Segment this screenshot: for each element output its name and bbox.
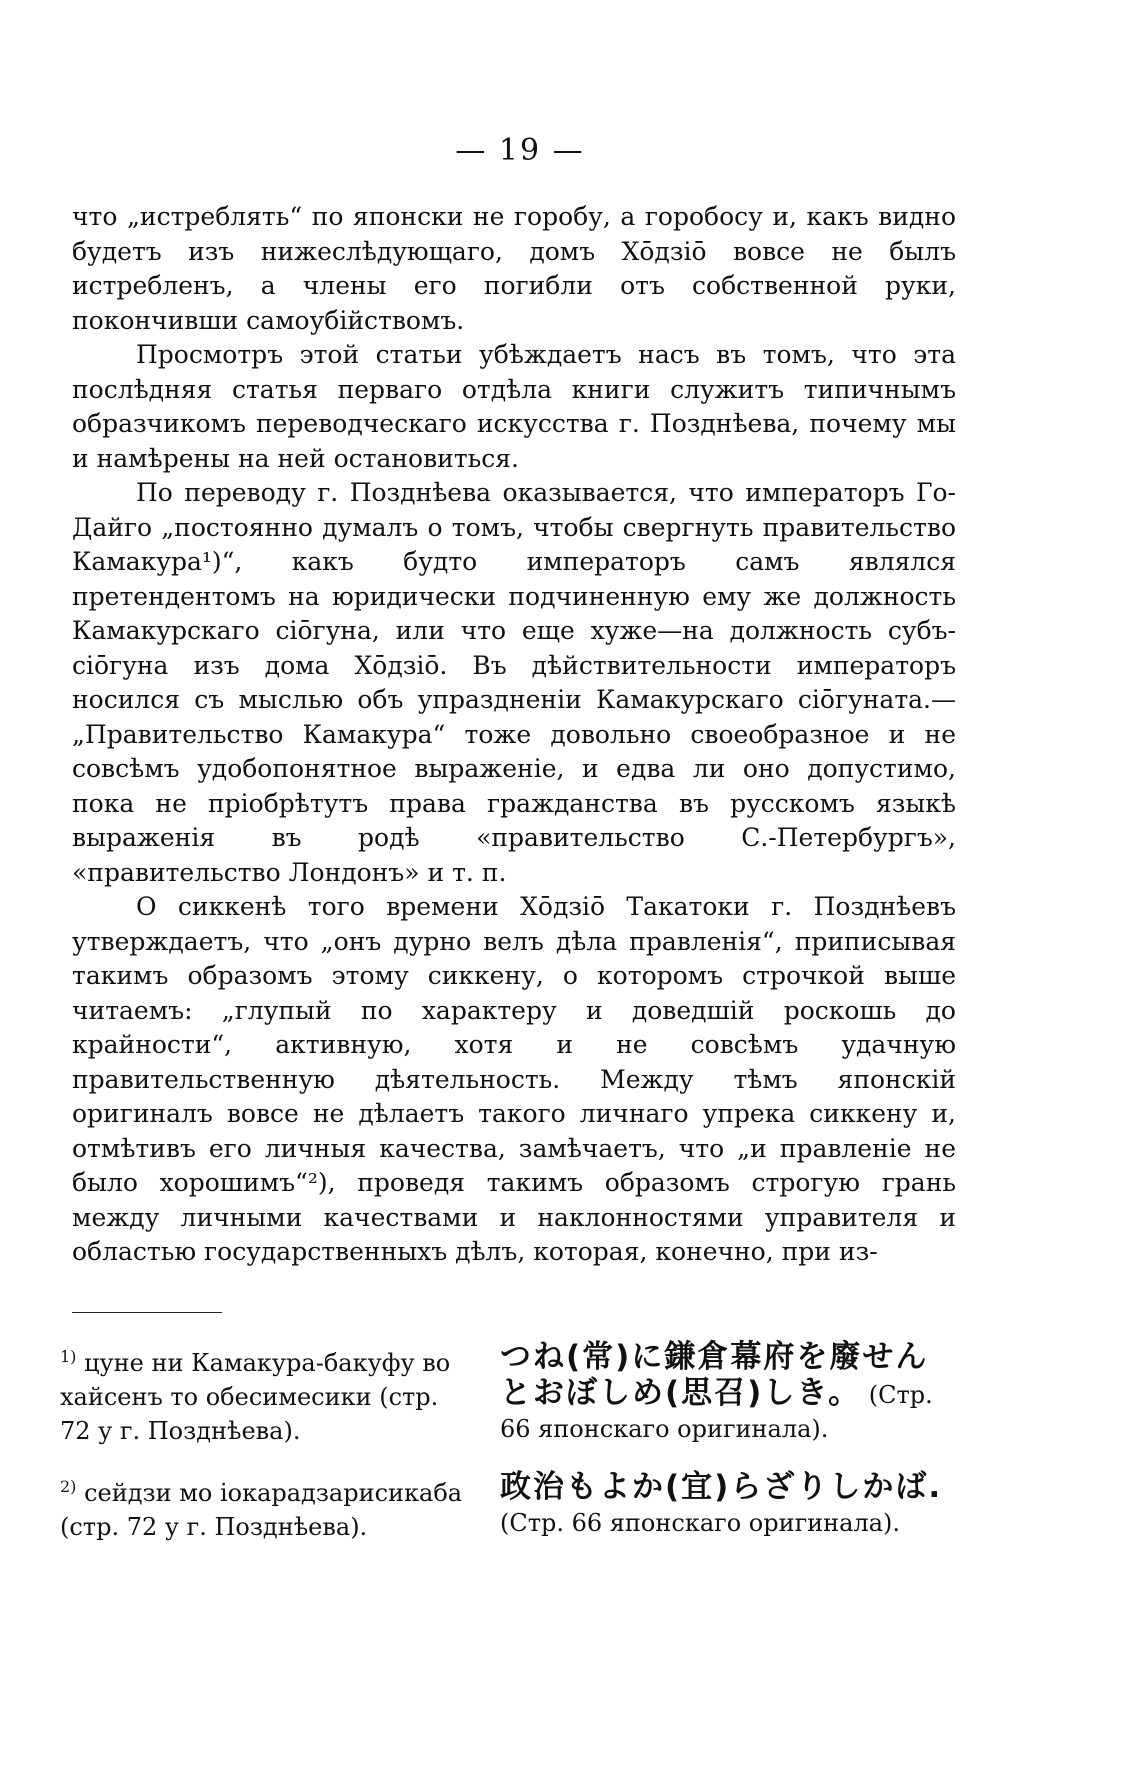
footnote-2	[60, 1470, 960, 1544]
footnote-1-left-text: цуне ни Камакура-бакуфу во хайсенъ то обесимесики (стр. 72 у г. Позднѣева).	[60, 1349, 451, 1445]
paragraph-2: Просмотръ этой статьи убѣждаетъ насъ въ томъ, что эта послѣдняя статья перваго отдѣла книги служитъ типичнымъ образчикомъ переводческаго искусства г. Позднѣева, почему мы и намѣрены на ней остановиться.	[72, 340, 956, 473]
body-text	[72, 200, 956, 1270]
paragraph-3: По переводу г. Позднѣева оказывается, что императоръ Го-Дайго „постоянно думалъ о томъ, чтобы свергнуть правительство Камакура¹)“, какъ будто императоръ самъ являлся претендентомъ на юридически подчиненную ему же должность Камакурскаго сiōгуна, или что еще хуже—на должность субъ-сiōгуна изъ дома Хōдзiō. Въ дѣйствительности императоръ носился съ мыслью объ упраздненiи Камакурскаго сiōгуната.—„Правительство Камакура“ тоже довольно своеобразное и не совсѣмъ удобопонятное выраженiе, и едва ли оно допустимо, пока не прiобрѣтутъ права гражданства въ русскомъ языкѣ выраженiя въ родѣ «правительство С.-Петербургъ», «правительство Лондонъ» и т. п.	[72, 478, 956, 887]
footnote-1-japanese: つね(常)に鎌倉幕府を廢せんとおぼしめ(思召)しき。	[500, 1339, 929, 1411]
paragraph-4: О сиккенѣ того времени Хōдзiō Такатоки г. Позднѣевъ утверждаетъ, что „онъ дурно велъ дѣла правленiя“, приписывая такимъ образомъ этому сиккену, о которомъ строчкой выше читаемъ: „глупый по характеру и доведшiй роскошь до крайности“, активную, хотя и не совсѣмъ удачную правительственную дѣятельность. Между тѣмъ японскiй оригиналъ вовсе не дѣлаетъ такого личнаго упрека сиккену и, отмѣтивъ его личныя качества, замѣчаетъ, что „и правленiе не было хорошимъ“²), проведя такимъ образомъ строгую грань между личными качествами и наклонностями управителя и областью государственныхъ дѣлъ, которая, конечно, при из-	[72, 892, 956, 1266]
footnote-2-left-text: сейдзи мо iокарадзарисикаба (стр. 72 у г. Позднѣева).	[60, 1479, 463, 1541]
page-number: — 19 —	[455, 133, 585, 168]
footnote-1-mark: 1)	[60, 1347, 77, 1366]
footnote-1-original	[500, 1340, 960, 1448]
paragraph-1: что „истреблять“ по японски не горобу, а горобосу и, какъ видно будетъ изъ нижеслѣдующаго, домъ Хōдзiō вовсе не былъ истребленъ, а члены его погибли отъ собственной руки, покончивши самоубiйствомъ.	[72, 202, 956, 335]
footnote-2-japanese: 政治もよか(宜)らざりしかば.	[500, 1469, 943, 1505]
footnotes	[60, 1340, 960, 1566]
footnote-2-mark: 2)	[60, 1477, 77, 1496]
footnote-rule	[72, 1312, 222, 1313]
footnote-2-right-text: (Стр. 66 японскаго оригинала).	[500, 1509, 901, 1537]
footnote-1-transliteration	[60, 1340, 500, 1448]
footnote-2-original	[500, 1470, 960, 1544]
footnote-1-right-text: (Стр. 66 японскаго оригинала).	[500, 1381, 933, 1443]
footnote-1	[60, 1340, 960, 1448]
footnote-2-transliteration	[60, 1470, 500, 1544]
